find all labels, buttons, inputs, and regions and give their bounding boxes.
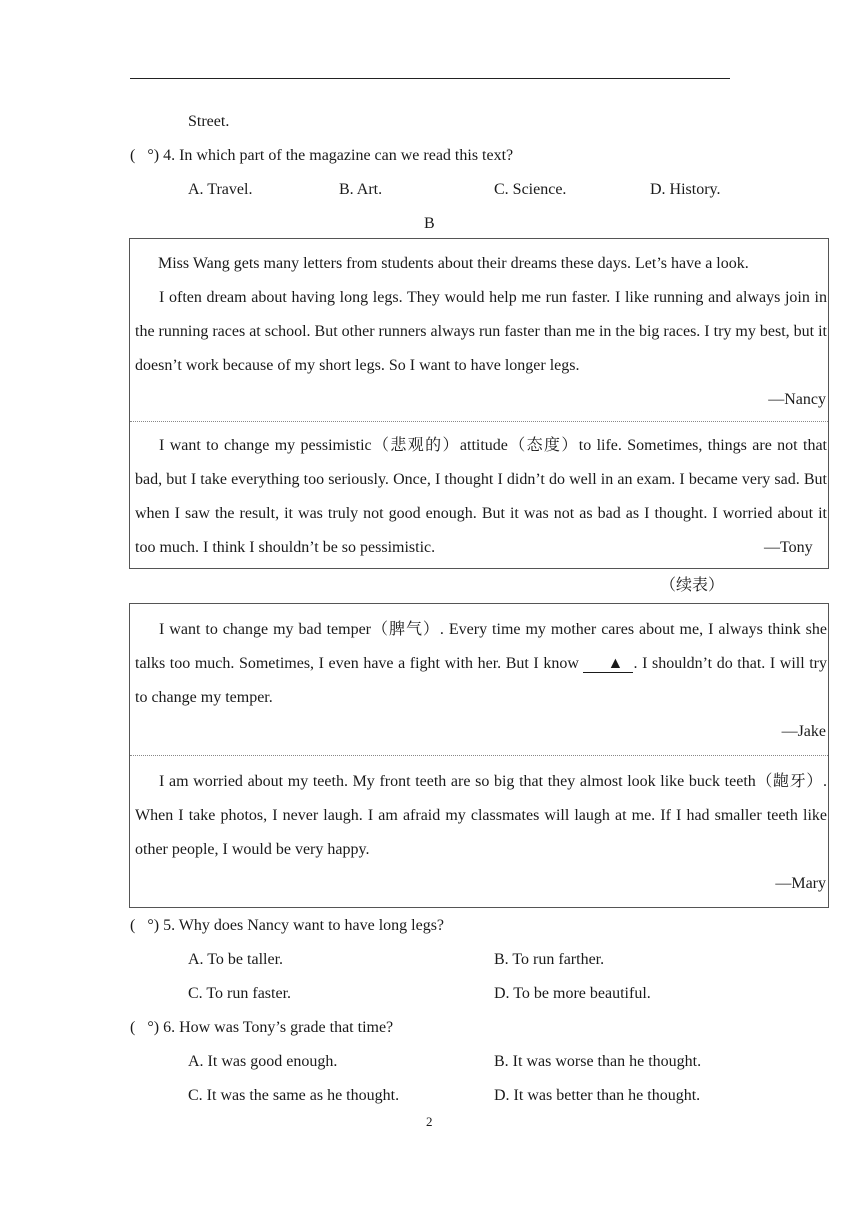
letter-body: I often dream about having long legs. They would help me run faster. I like running and always join in the running races at school. But other runners always run faster than me in the big races. I try my best, but it doesn’t work because of my short legs. So I want to have longer legs.: [135, 289, 827, 374]
letters-table-part-2: [129, 603, 829, 908]
question-4: [130, 146, 513, 166]
letter-text-before: I want to change my bad temper（脾气）. Every time my mother cares about me, I always think she talks too much. Sometimes, I even have a fight with her. But I know: [135, 621, 827, 672]
letter-jake: [130, 604, 828, 755]
signature: —Jake: [781, 723, 826, 740]
q6-option-d: D. It was better than he thought.: [494, 1087, 701, 1104]
q4-option-c: C. Science.: [494, 181, 567, 198]
letter-body: I want to change my pessimistic（悲观的）attitude（态度）to life. Sometimes, things are not that bad, but I take everything too seriously. Once, I thought I didn’t do well in an exam. I became very sad. But when I saw the result, it was truly not good enough. But it was not as bad as I thought. I worried about it too much. I think I shouldn’t be so pessimistic.: [135, 437, 827, 556]
answer-bracket[interactable]: ( °): [130, 917, 160, 934]
q6-option-b: B. It was worse than he thought.: [494, 1053, 702, 1070]
q5-option-b: B. To run farther.: [494, 951, 605, 968]
intro-text: Miss Wang gets many letters from students about their dreams these days. Let’s have a look.: [158, 255, 749, 272]
header-rule: [130, 78, 730, 79]
continuation-text: Street.: [188, 113, 230, 130]
question-stem: 4. In which part of the magazine can we read this text?: [163, 147, 514, 164]
q4-option-a: A. Travel.: [188, 181, 253, 198]
signature-tony: —Tony: [764, 539, 813, 556]
q4-option-d: D. History.: [650, 181, 721, 198]
q5-option-d: D. To be more beautiful.: [494, 985, 651, 1002]
q6-option-a: A. It was good enough.: [188, 1053, 338, 1070]
signature: —Nancy: [768, 391, 826, 408]
letter-text-after: . I shouldn’t do that. I will try to change my temper.: [135, 655, 828, 706]
page-number: 2: [426, 1114, 433, 1129]
question-stem: 6. How was Tony’s grade that time?: [163, 1019, 394, 1036]
letter-tony: [130, 421, 828, 568]
answer-bracket[interactable]: ( °): [130, 1019, 160, 1036]
question-5: [130, 916, 444, 936]
letter-body: I am worried about my teeth. My front teeth are so big that they almost look like buck teeth（龅牙）. When I take photos, I never laugh. I am afraid my classmates will laugh at me. If I had smaller teeth like other people, I would be very happy.: [135, 773, 827, 858]
q5-option-c: C. To run faster.: [188, 985, 292, 1002]
q4-option-b: B. Art.: [339, 181, 383, 198]
q5-option-a: A. To be taller.: [188, 951, 284, 968]
question-stem: 5. Why does Nancy want to have long legs?: [163, 917, 445, 934]
letter-mary: [130, 755, 828, 907]
question-6: [130, 1018, 393, 1038]
continued-label: （续表）: [660, 577, 725, 594]
section-label: B: [424, 215, 435, 232]
signature: —Mary: [775, 875, 826, 892]
letter-nancy: [130, 239, 828, 421]
fill-blank[interactable]: ▲: [583, 656, 633, 673]
letters-table-part-1: [129, 238, 829, 569]
answer-bracket[interactable]: ( °): [130, 147, 160, 164]
letter-body: [135, 613, 827, 715]
q6-option-c: C. It was the same as he thought.: [188, 1087, 400, 1104]
